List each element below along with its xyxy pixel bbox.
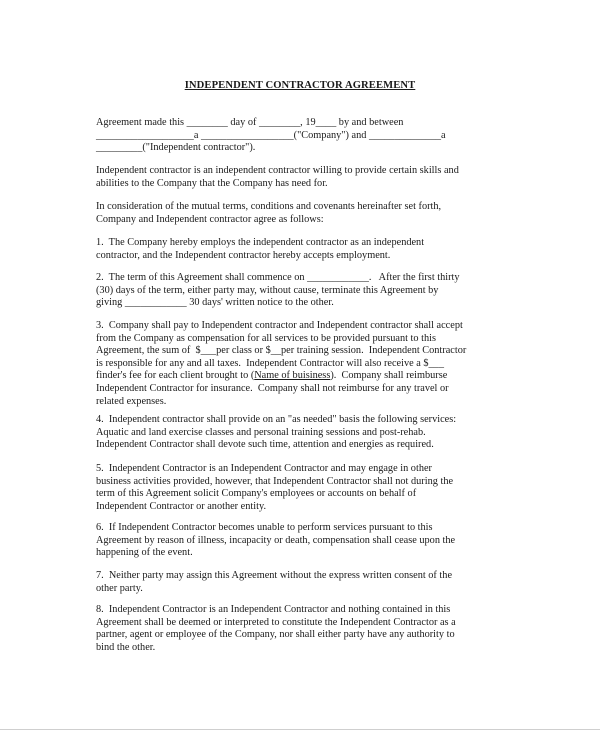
- paragraph-clause-8: [96, 604, 508, 654]
- paragraph-clause-4: [96, 414, 508, 452]
- text-line: Independent Contractor or another entity.: [96, 500, 267, 512]
- text-line: Company and Independent contractor agree as follows:: [96, 213, 324, 225]
- text-line: ___________________a __________________("Company") and ______________a: [96, 129, 446, 141]
- text-line: 8. Independent Contractor is an Independent Contractor and nothing contained in this: [96, 604, 451, 615]
- text-line: finder's fee for each client brought to (Name of buisiness). Company shall reimburse: [96, 370, 448, 382]
- paragraph-clause-1: [96, 237, 508, 262]
- text-line: abilities to the Company that the Company has need for.: [96, 177, 328, 189]
- paragraph-clause-5: [96, 463, 508, 513]
- paragraph-clause-7: [96, 570, 508, 595]
- paragraph-clause-2: [96, 272, 508, 310]
- text-line: _________("Independent contractor").: [96, 142, 256, 154]
- text-line: business activities provided, however, that Independent Contractor shall not during the: [96, 475, 454, 487]
- paragraph-intro: [96, 165, 508, 190]
- text-line: Agreement made this ________ day of ________, 19____ by and between: [96, 117, 404, 128]
- text-line: (30) days of the term, either party may, without cause, terminate this Agreement by: [96, 284, 439, 296]
- text-line: Agreement shall be deemed or interpreted to constitute the Independent Contractor as a: [96, 616, 456, 628]
- text-line: bind the other.: [96, 641, 156, 653]
- text-line: 2. The term of this Agreement shall commence on ____________. After the first thirty: [96, 272, 460, 283]
- paragraph-consideration: [96, 201, 508, 226]
- text-line: contractor, and the Independent contractor hereby accepts employment.: [96, 249, 391, 261]
- text-line: is responsible for any and all taxes. Independent Contractor will also receive a $___: [96, 357, 444, 369]
- text-line: related expenses.: [96, 395, 167, 407]
- text-line: happening of the event.: [96, 547, 193, 559]
- text-line: 4. Independent contractor shall provide on an "as needed" basis the following services:: [96, 414, 457, 425]
- text-line: Aquatic and land exercise classes and personal training sessions and post-rehab.: [96, 426, 426, 438]
- text-line: term of this Agreement solicit Company's employees or accounts on behalf of: [96, 488, 417, 500]
- text-line: Agreement by reason of illness, incapacity or death, compensation shall cease upon the: [96, 534, 456, 546]
- text-line: Independent contractor is an independent contractor willing to provide certain skills and: [96, 165, 459, 176]
- paragraph-clause-6: [96, 522, 508, 560]
- paragraph-clause-3: [96, 320, 508, 408]
- document-title: INDEPENDENT CONTRACTOR AGREEMENT: [184, 80, 416, 91]
- text-line: Agreement, the sum of $___per class or $__per training session. Independent Contractor: [96, 345, 467, 357]
- text-line: Independent Contractor shall devote such time, attention and energies as required.: [96, 439, 434, 451]
- text-line: 5. Independent Contractor is an Independent Contractor and may engage in other: [96, 463, 432, 474]
- text-line: In consideration of the mutual terms, conditions and covenants hereinafter set forth,: [96, 201, 442, 212]
- text-line: 6. If Independent Contractor becomes unable to perform services pursuant to this: [96, 522, 433, 533]
- text-line: 7. Neither party may assign this Agreement without the express written consent of the: [96, 570, 453, 581]
- text-line: from the Company as compensation for all services to be provided pursuant to this: [96, 332, 437, 344]
- text-line: other party.: [96, 582, 143, 594]
- paragraph-preamble: [96, 117, 508, 155]
- text-line: partner, agent or employee of the Company, nor shall either party have any authority to: [96, 629, 455, 641]
- text-line: giving ____________ 30 days' written notice to the other.: [96, 297, 334, 309]
- text-line: Independent Contractor for insurance. Company shall not reimburse for any travel or: [96, 382, 449, 394]
- text-line: 1. The Company hereby employs the independent contractor as an independent: [96, 237, 425, 248]
- text-line: 3. Company shall pay to Independent contractor and Independent contractor shall accept: [96, 320, 463, 331]
- business-name-placeholder: Name of buisiness: [254, 370, 331, 382]
